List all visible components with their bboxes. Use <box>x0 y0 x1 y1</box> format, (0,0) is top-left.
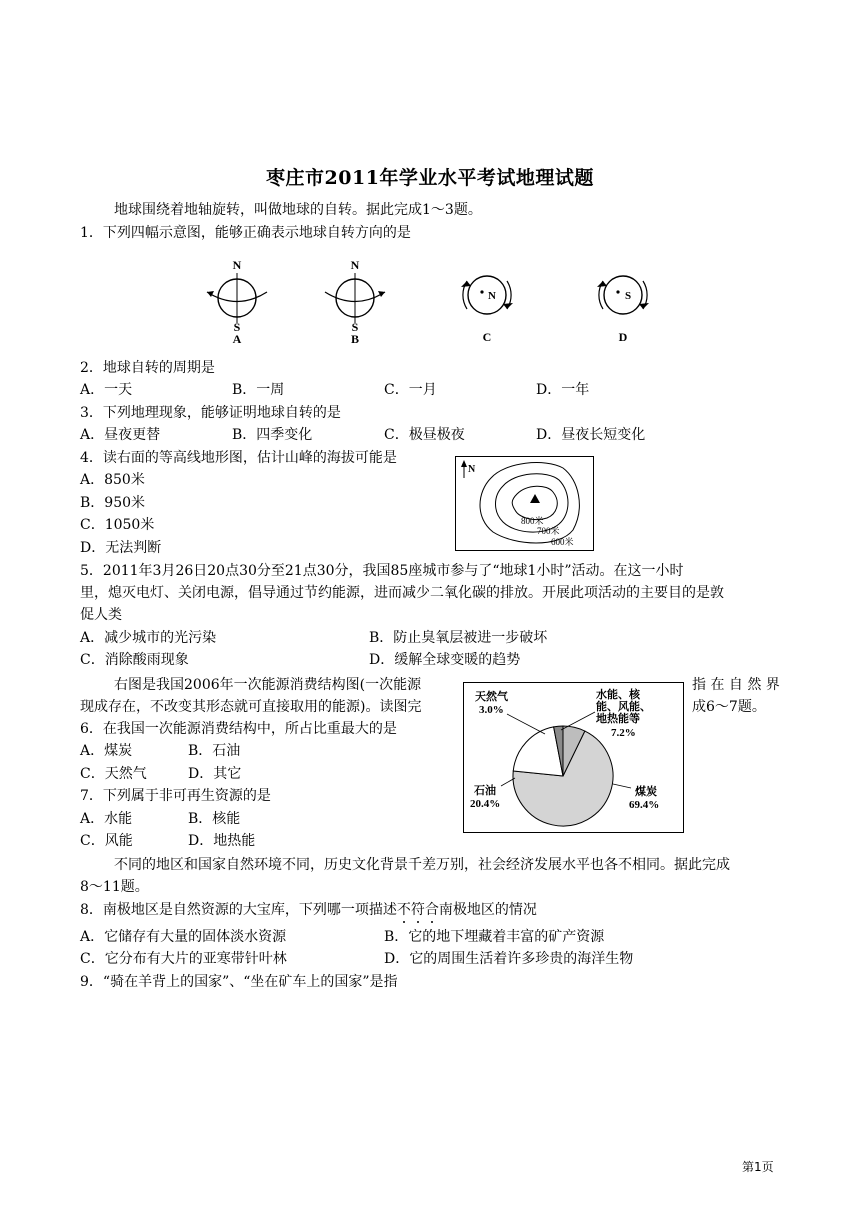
q4-option-c: C．1050米 <box>80 517 155 533</box>
q1-stem: 1．下列四幅示意图，能够正确表示地球自转方向的是 <box>80 225 411 241</box>
q5-option-c: C．消除酸雨现象 <box>80 652 189 668</box>
earth-rotation-figures <box>195 255 675 347</box>
intro-q6-7-line1a: 右图是我国2006年一次能源消费结构图(一次能源 <box>114 677 422 693</box>
figure-b-south: S <box>351 320 359 334</box>
q8-emphasis-2: 符 <box>410 902 425 918</box>
q7-stem: 7．下列属于非可再生资源的是 <box>80 788 271 804</box>
q6-option-c: C．天然气 <box>80 766 147 782</box>
contour-map <box>455 456 595 552</box>
oil-value: 20.4% <box>470 798 501 810</box>
figure-d-label: D <box>618 330 628 344</box>
intro-q6-7-line1b: 指 在 自 然 界 <box>692 677 780 693</box>
q8-option-d: D．它的周围生活着许多珍贵的海洋生物 <box>384 951 634 967</box>
intro-q1-3: 地球围绕着地轴旋转，叫做地球的自转。据此完成1～3题。 <box>114 202 482 218</box>
q9-stem: 9．“骑在羊背上的国家”、“坐在矿车上的国家”是指 <box>80 974 398 990</box>
q6-option-a: A．煤炭 <box>80 743 133 759</box>
q7-option-d: D．地热能 <box>188 833 256 849</box>
other-label-3: 地热能等 <box>596 713 640 725</box>
figure-b <box>325 258 385 346</box>
figure-b-north: N <box>350 258 360 272</box>
figure-b-label: B <box>350 332 360 346</box>
page-number: 第1页 <box>742 1160 774 1174</box>
q3-option-b: B．四季变化 <box>232 427 313 443</box>
q4-option-a: A．850米 <box>80 472 145 488</box>
energy-pie-chart <box>463 682 685 834</box>
figure-a-north: N <box>232 258 242 272</box>
q8-emphasis-3: 合 <box>424 902 439 918</box>
q6-stem: 6．在我国一次能源消费结构中，所占比重最大的是 <box>80 721 397 737</box>
other-label-2: 能、风能、 <box>596 701 651 713</box>
figure-c-label: C <box>482 330 492 344</box>
q4-option-d: D．无法判断 <box>80 540 162 556</box>
q8-stem-post: 南极地区的情况 <box>438 902 537 918</box>
q6-option-b: B．石油 <box>188 743 241 759</box>
q3-option-a: A．昼夜更替 <box>80 427 161 443</box>
q8-emphasis-1: 不 <box>396 902 411 918</box>
q5-line3: 促人类 <box>80 607 122 623</box>
q7-option-b: B．核能 <box>188 811 241 827</box>
q2-option-d: D．一年 <box>536 382 590 398</box>
intro-q6-7-line2a: 现成存在，不改变其形态就可直接取用的能源)。读图完 <box>80 699 422 715</box>
q8-option-a: A．它储存有大量的固体淡水资源 <box>80 929 287 945</box>
page-title: 枣庄市2011年学业水平考试地理试题 <box>266 167 594 189</box>
q6-option-d: D．其它 <box>188 766 242 782</box>
figure-a-label: A <box>232 332 242 346</box>
q7-option-c: C．风能 <box>80 833 133 849</box>
coal-value: 69.4% <box>629 799 660 811</box>
q3-option-c: C．极昼极夜 <box>384 427 465 443</box>
other-label-1: 水能、核 <box>596 689 640 701</box>
intro-q6-7-line2b: 成6～7题。 <box>692 699 766 715</box>
q8-option-b: B．它的地下埋藏着丰富的矿产资源 <box>384 929 605 945</box>
q2-stem: 2．地球自转的周期是 <box>80 360 215 376</box>
coal-label: 煤炭 <box>635 786 657 798</box>
q5-line1: 5．2011年3月26日20点30分至21点30分，我国85座城市参与了“地球1小时”活动。在这一小时 <box>80 563 684 579</box>
figure-a-south: S <box>233 320 241 334</box>
q3-stem: 3．下列地理现象，能够证明地球自转的是 <box>80 405 341 421</box>
q4-stem: 4．读右面的等高线地形图，估计山峰的海拔可能是 <box>80 450 397 466</box>
contour-700-label: 700米 <box>537 526 560 536</box>
gas-label: 天然气 <box>475 691 508 703</box>
figure-c <box>461 276 513 344</box>
q7-option-a: A．水能 <box>80 811 133 827</box>
q2-option-a: A．一天 <box>80 382 133 398</box>
gas-value: 3.0% <box>479 704 504 716</box>
q5-option-d: D．缓解全球变暖的趋势 <box>369 652 521 668</box>
oil-label: 石油 <box>474 785 496 797</box>
q3-option-d: D．昼夜长短变化 <box>536 427 646 443</box>
q2-option-c: C．一月 <box>384 382 437 398</box>
q8-stem-pre: 8．南极地区是自然资源的大宝库，下列哪一项描述 <box>80 902 397 918</box>
q5-option-a: A．减少城市的光污染 <box>80 630 217 646</box>
q5-line2: 里，熄灭电灯、关闭电源，倡导通过节约能源，进而减少二氧化碳的排放。开展此项活动的主要目的是敦 <box>80 585 724 601</box>
q8-stem <box>80 899 537 921</box>
north-arrow-label: N <box>468 464 476 475</box>
contour-600-label: 600米 <box>551 537 574 547</box>
intro-q8-11-line1: 不同的地区和国家自然环境不同，历史文化背景千差万别，社会经济发展水平也各不相同。据此完成 <box>114 857 730 873</box>
other-value: 7.2% <box>611 727 636 739</box>
figure-c-pole: N <box>488 290 496 302</box>
q4-option-b: B．950米 <box>80 495 146 511</box>
q2-option-b: B．一周 <box>232 382 285 398</box>
figure-d-pole: S <box>624 290 632 302</box>
figure-d <box>597 276 649 344</box>
q5-option-b: B．防止臭氧层被进一步破坏 <box>369 630 548 646</box>
intro-q8-11-line2: 8～11题。 <box>80 879 149 895</box>
contour-800-label: 800米 <box>521 516 544 526</box>
figure-a <box>207 258 267 346</box>
q8-option-c: C．它分布有大片的亚寒带针叶林 <box>80 951 287 967</box>
